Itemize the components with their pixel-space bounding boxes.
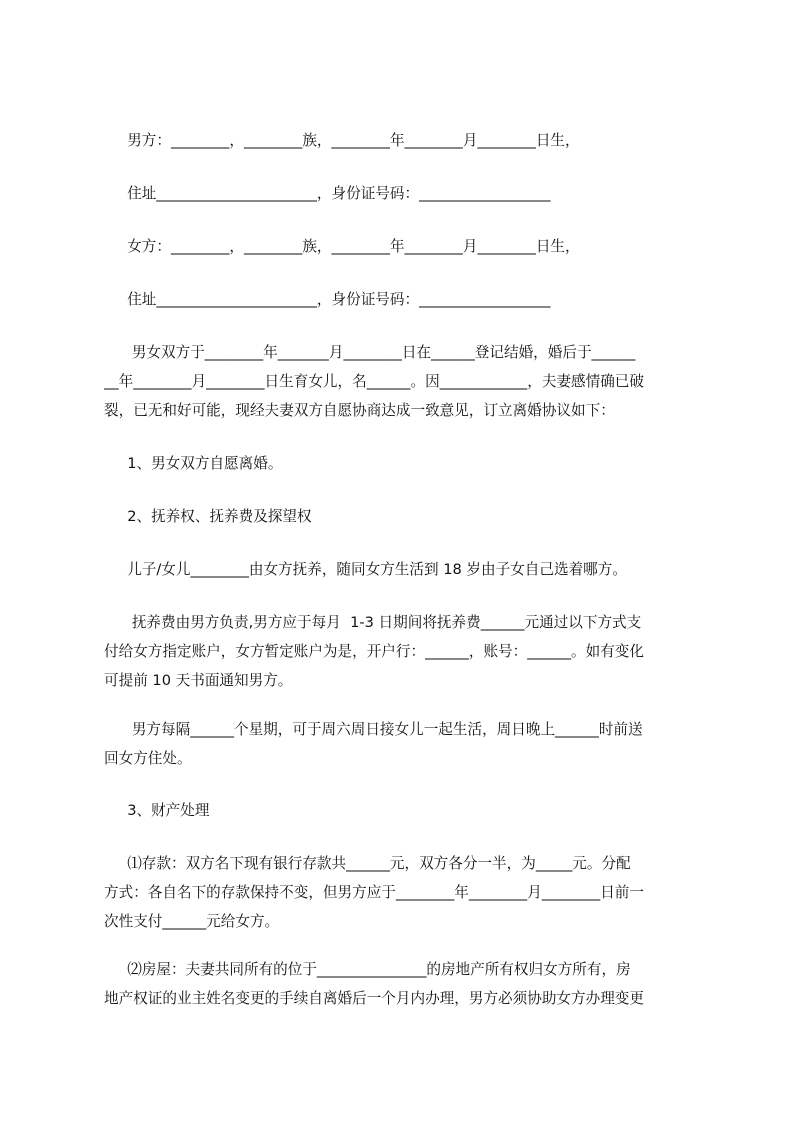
- clause-1-heading: 1、男女双方自愿离婚。: [104, 455, 283, 472]
- support-line-2: 付给女方指定账户，女方暂定账户为是，开户行：______，账号：______。如有变化: [104, 643, 644, 660]
- female-address-line: 住址______________________，身份证号码：__________________: [104, 291, 551, 308]
- savings-line-2: 方式：各自名下的存款保持不变，但男方应于________年________月________日前一: [104, 884, 644, 901]
- female-party-line: 女方：________，________族，________年________月________日生，: [104, 238, 580, 255]
- house-line-1: ⑵房屋：夫妻共同所有的位于_______________的房地产所有权归女方所有，房: [104, 961, 631, 978]
- preamble-line-2: __年________月________日生育女儿，名______。因____________，夫妻感情确已破: [104, 373, 644, 390]
- visitation-line-1: 男方每隔______个星期，可于周六周日接女儿一起生活，周日晚上______时前送: [104, 721, 643, 738]
- male-address-line: 住址______________________，身份证号码：__________________: [104, 185, 551, 202]
- preamble-line-3: 裂，已无和好可能，现经夫妻双方自愿协商达成一致意见，订立离婚协议如下：: [104, 402, 615, 419]
- savings-line-1: ⑴存款：双方名下现有银行存款共______元，双方各分一半，为_____元。分配: [104, 855, 631, 872]
- support-line-3: 可提前 10 天书面通知男方。: [104, 672, 293, 689]
- preamble-line-1: 男女双方于________年_______月________日在______登记结婚，婚后于______: [104, 344, 636, 361]
- custody-paragraph: 儿子/女儿________由女方抚养，随同女方生活到 18 岁由子女自己选着哪方。: [104, 561, 627, 578]
- clause-3-heading: 3、财产处理: [104, 802, 210, 819]
- clause-2-heading: 2、抚养权、抚养费及探望权: [104, 508, 312, 525]
- support-line-1: 抚养费由男方负责,男方应于每月 1-3 日期间将抚养费______元通过以下方式支: [104, 614, 642, 631]
- visitation-line-2: 回女方住处。: [104, 750, 192, 767]
- male-party-line: 男方：________，________族，________年________月________日生，: [104, 132, 580, 149]
- savings-line-3: 次性支付______元给女方。: [104, 913, 280, 930]
- house-line-2: 地产权证的业主姓名变更的手续自离婚后一个月内办理，男方必须协助女方办理变更: [104, 990, 644, 1007]
